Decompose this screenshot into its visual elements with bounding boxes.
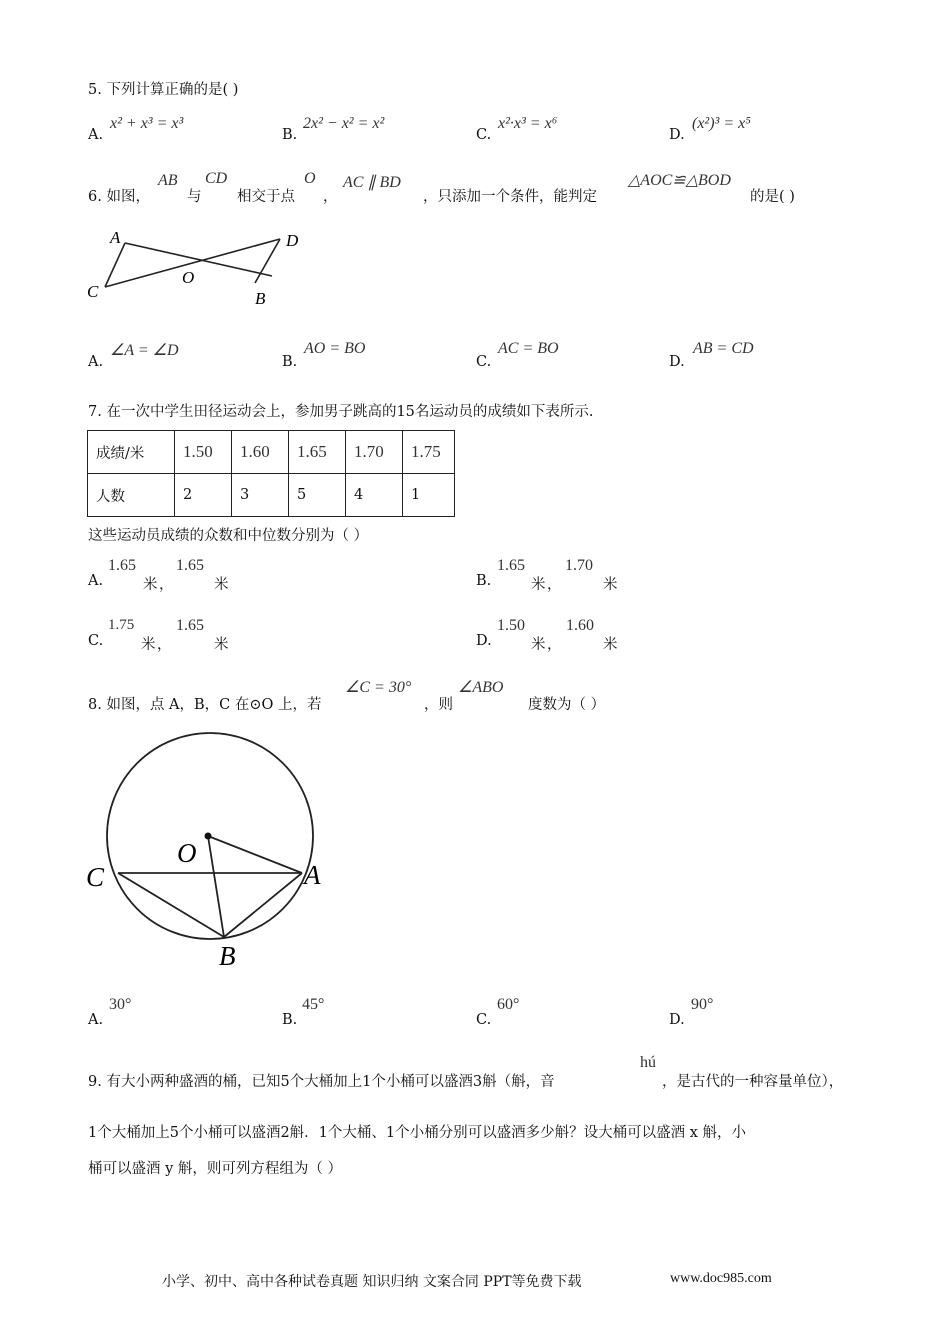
q6-figure xyxy=(80,225,320,315)
q7-option-a-label: A. xyxy=(88,573,104,589)
table-cell: 4 xyxy=(346,474,403,517)
q9-pinyin: hú xyxy=(640,1054,656,1071)
q8-suffix: 度数为（ ） xyxy=(528,697,606,713)
q6-label-a: A xyxy=(110,228,121,247)
q6-prefix: 6. 如图， xyxy=(88,189,150,205)
table-cell: 1.75 xyxy=(403,431,455,474)
q6-congruent: △AOC≌△BOD xyxy=(628,172,731,189)
q7-option-c-label: C. xyxy=(88,633,104,649)
q8-label-a: A xyxy=(304,860,321,890)
q7-option-b-v1: 1.65 xyxy=(497,557,525,574)
table-cell: 1.70 xyxy=(346,431,403,474)
q6-intersect: 相交于点 xyxy=(237,189,295,205)
q6-cd: CD xyxy=(205,170,228,187)
q6-label-o: O xyxy=(182,268,195,287)
q7-stem: 7. 在一次中学生田径运动会上，参加男子跳高的15名运动员的成绩如下表所示. xyxy=(88,404,594,420)
q6-o: O xyxy=(304,170,316,187)
q8-segment-ob xyxy=(208,836,224,937)
q7-option-d-sep: ， xyxy=(547,637,562,653)
q8-figure xyxy=(80,728,340,978)
q7-question: 这些运动员成绩的众数和中位数分别为（ ） xyxy=(88,528,369,544)
table-cell: 3 xyxy=(232,474,289,517)
q6-middle: ，只添加一个条件，能判定 xyxy=(423,189,597,205)
q7-option-a-unit1: 米 xyxy=(143,577,158,593)
q6-ab: AB xyxy=(158,172,178,189)
q6-option-d-label: D. xyxy=(669,354,685,370)
table-row xyxy=(88,431,455,474)
q5-option-a-label: A. xyxy=(88,127,104,143)
q8-option-b-label: B. xyxy=(282,1012,298,1028)
q8-label-c: C xyxy=(86,862,105,892)
q7-option-c-v2: 1.65 xyxy=(176,617,204,634)
q6-option-b-label: B. xyxy=(282,354,298,370)
q7-option-d-label: D. xyxy=(476,633,492,649)
q8-option-b-value: 45° xyxy=(302,996,325,1013)
q5-option-b-expr: 2x² − x² = x² xyxy=(303,115,385,132)
table-cell: 2 xyxy=(175,474,232,517)
q5-option-d-label: D. xyxy=(669,127,685,143)
table-cell: 1.50 xyxy=(175,431,232,474)
q6-option-a-label: A. xyxy=(88,354,104,370)
q6-label-d: D xyxy=(286,231,299,250)
q8-option-d-label: D. xyxy=(669,1012,685,1028)
q8-option-a-label: A. xyxy=(88,1012,104,1028)
q6-option-a-expr: ∠A = ∠D xyxy=(110,342,179,359)
q7-option-d-unit2: 米 xyxy=(603,637,618,653)
q8-prefix: 8. 如图，点 A，B，C 在⊙O 上，若 xyxy=(88,697,322,713)
table-header-count: 人数 xyxy=(88,474,175,517)
q8-label-o: O xyxy=(177,838,197,868)
q8-label-b: B xyxy=(219,941,236,971)
q9-line2: 1个大桶加上5个小桶可以盛酒2斛．1个大桶、1个小桶分别可以盛酒多少斛？设大桶可以盛酒 x 斛，小 xyxy=(88,1125,747,1141)
q6-label-b: B xyxy=(255,289,266,308)
q8-given: ∠C = 30° xyxy=(345,679,412,696)
q5-option-c-expr: x²·x³ = x⁶ xyxy=(498,115,558,132)
q6-label-c: C xyxy=(87,282,99,301)
q5-option-b-label: B. xyxy=(282,127,298,143)
q5-option-c-label: C. xyxy=(476,127,492,143)
q7-option-b-unit2: 米 xyxy=(603,577,618,593)
q6-option-c-expr: AC = BO xyxy=(498,340,559,357)
q7-option-b-v2: 1.70 xyxy=(565,557,593,574)
q7-option-b-sep: ， xyxy=(547,577,562,593)
q7-option-c-unit1: 米 xyxy=(141,637,156,653)
q7-option-a-unit2: 米 xyxy=(214,577,229,593)
q7-option-d-unit1: 米 xyxy=(531,637,546,653)
q7-option-a-v2: 1.65 xyxy=(176,557,204,574)
table-cell: 1 xyxy=(403,474,455,517)
q7-option-a-sep: ， xyxy=(159,577,174,593)
q7-option-d-v1: 1.50 xyxy=(497,617,525,634)
q7-option-d-v2: 1.60 xyxy=(566,617,594,634)
q8-option-c-label: C. xyxy=(476,1012,492,1028)
table-cell: 1.65 xyxy=(289,431,346,474)
q7-option-c-unit2: 米 xyxy=(214,637,229,653)
q6-option-c-label: C. xyxy=(476,354,492,370)
q7-option-a-v1: 1.65 xyxy=(108,557,136,574)
table-row xyxy=(88,474,455,517)
q8-segment-ab xyxy=(224,873,302,937)
q8-option-d-value: 90° xyxy=(691,996,714,1013)
q6-with: 与 xyxy=(187,189,202,205)
footer-url[interactable]: www.doc985.com xyxy=(670,1271,772,1286)
q8-then: ，则 xyxy=(424,697,453,713)
table-header-score: 成绩/米 xyxy=(88,431,175,474)
q7-option-c-sep: ， xyxy=(157,637,172,653)
q5-option-a-expr: x² + x³ = x³ xyxy=(110,115,184,132)
q8-center-dot xyxy=(205,833,212,840)
q5-option-d-expr: (x²)³ = x⁵ xyxy=(692,115,751,132)
q9-line1a: 9. 有大小两种盛酒的桶，已知5个大桶加上1个小桶可以盛酒3斛（斛，音 xyxy=(88,1074,555,1090)
q7-option-c-v1: 1.75 xyxy=(108,617,135,633)
table-cell: 1.60 xyxy=(232,431,289,474)
q7-option-b-label: B. xyxy=(476,573,492,589)
table-cell: 5 xyxy=(289,474,346,517)
q6-segment-ac xyxy=(105,243,125,287)
q6-option-b-expr: AO = BO xyxy=(304,340,366,357)
q8-option-a-value: 30° xyxy=(109,996,132,1013)
q5-stem: 5. 下列计算正确的是( ) xyxy=(88,82,239,98)
q9-line3: 桶可以盛酒 y 斛，则可列方程组为（ ） xyxy=(88,1161,343,1177)
q6-option-d-expr: AB = CD xyxy=(693,340,754,357)
q9-line1b: ，是古代的一种容量单位）， xyxy=(662,1074,844,1090)
q6-parallel: AC ∥ BD xyxy=(343,174,401,191)
q7-option-b-unit1: 米 xyxy=(531,577,546,593)
q6-comma: ， xyxy=(323,189,338,205)
q8-option-c-value: 60° xyxy=(497,996,520,1013)
q7-score-table xyxy=(87,430,455,517)
q8-target: ∠ABO xyxy=(458,679,504,696)
q6-suffix: 的是( ) xyxy=(750,189,795,205)
footer-text: 小学、初中、高中各种试卷真题 知识归纳 文案合同 PPT等免费下载 xyxy=(162,1274,582,1290)
q8-segment-oa xyxy=(208,836,302,873)
